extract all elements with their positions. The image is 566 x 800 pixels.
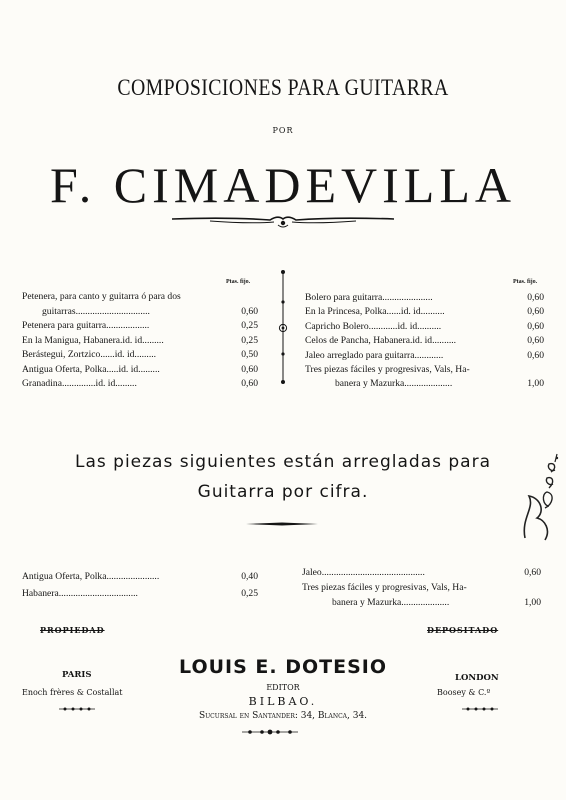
publisher-branch: Sucursal en Santander: 34, Blanca, 34.: [198, 711, 368, 721]
list-item: Tres piezas fáciles y progresivas, Vals, Ha-: [302, 582, 467, 593]
list-item: Petenera, para canto y guitarra ó para dos: [22, 291, 181, 302]
composer-name: F. CIMADEVILLA: [50, 157, 516, 213]
deposit-mark: DEPOSITADO: [427, 625, 499, 635]
list-item: Antigua Oferta, Polka...................... 0,40: [22, 571, 258, 582]
list-item: Granadina..............id. id......... 0,60: [22, 378, 258, 389]
list-item: Habanera................................. 0,25: [22, 588, 258, 599]
list-item: Celos de Pancha, Habanera.id. id.......... 0,60: [305, 335, 544, 346]
property-mark: PROPIEDAD: [40, 625, 105, 635]
price-header-right: Ptas. fijo.: [513, 279, 538, 285]
london-agent: Boosey & C.º: [437, 688, 491, 697]
list-item: Jaleo arreglado para guitarra............ 0,60: [305, 350, 544, 361]
paris-agent: Enoch frères & Costallat: [22, 688, 123, 697]
paris-ornament: [57, 705, 97, 713]
arranged-heading-line-2: Guitarra por cifra.: [197, 482, 369, 502]
london-label: LONDON: [455, 673, 499, 683]
section-rule: [246, 522, 318, 526]
arranged-heading-line-1: Las piezas siguientes están arregladas para: [75, 452, 491, 472]
publisher-city: BILBAO.: [248, 695, 318, 708]
list-item: Capricho Bolero............id. id.......... 0,60: [305, 321, 544, 332]
paris-label: PARIS: [62, 670, 92, 680]
by-label: POR: [272, 126, 294, 135]
publisher-role: EDITOR: [266, 683, 300, 692]
list-item: Tres piezas fáciles y progresivas, Vals, Ha-: [305, 364, 470, 375]
handwritten-signature: [515, 448, 563, 548]
list-item: En la Manigua, Habanera.id. id......... 0,25: [22, 335, 258, 346]
column-divider-ornament: [276, 268, 290, 386]
list-item: guitarras............................... 0,60: [42, 306, 258, 317]
page-title: COMPOSICIONES PARA GUITARRA: [117, 75, 449, 100]
list-item: Berástegui, Zortzico......id. id......... 0,50: [22, 349, 258, 360]
list-item: Bolero para guitarra..................... 0,60: [305, 292, 544, 303]
publisher-name: LOUIS E. DOTESIO: [179, 656, 387, 678]
price-header-left: Ptas. fijo.: [226, 279, 251, 285]
list-item: Antigua Oferta, Polka.....id. id......... 0,60: [22, 364, 258, 375]
list-item: Petenera para guitarra.................. 0,25: [22, 320, 258, 331]
list-item: En la Princesa, Polka......id. id.......... 0,60: [305, 306, 544, 317]
title-ornament: [170, 213, 396, 229]
london-ornament: [460, 705, 500, 713]
list-item: Jaleo........................................... 0,60: [302, 567, 541, 578]
list-item: banera y Mazurka.................... 1,00: [332, 597, 541, 608]
list-item: banera y Mazurka.................... 1,00: [335, 378, 544, 389]
footer-ornament: [240, 727, 300, 737]
